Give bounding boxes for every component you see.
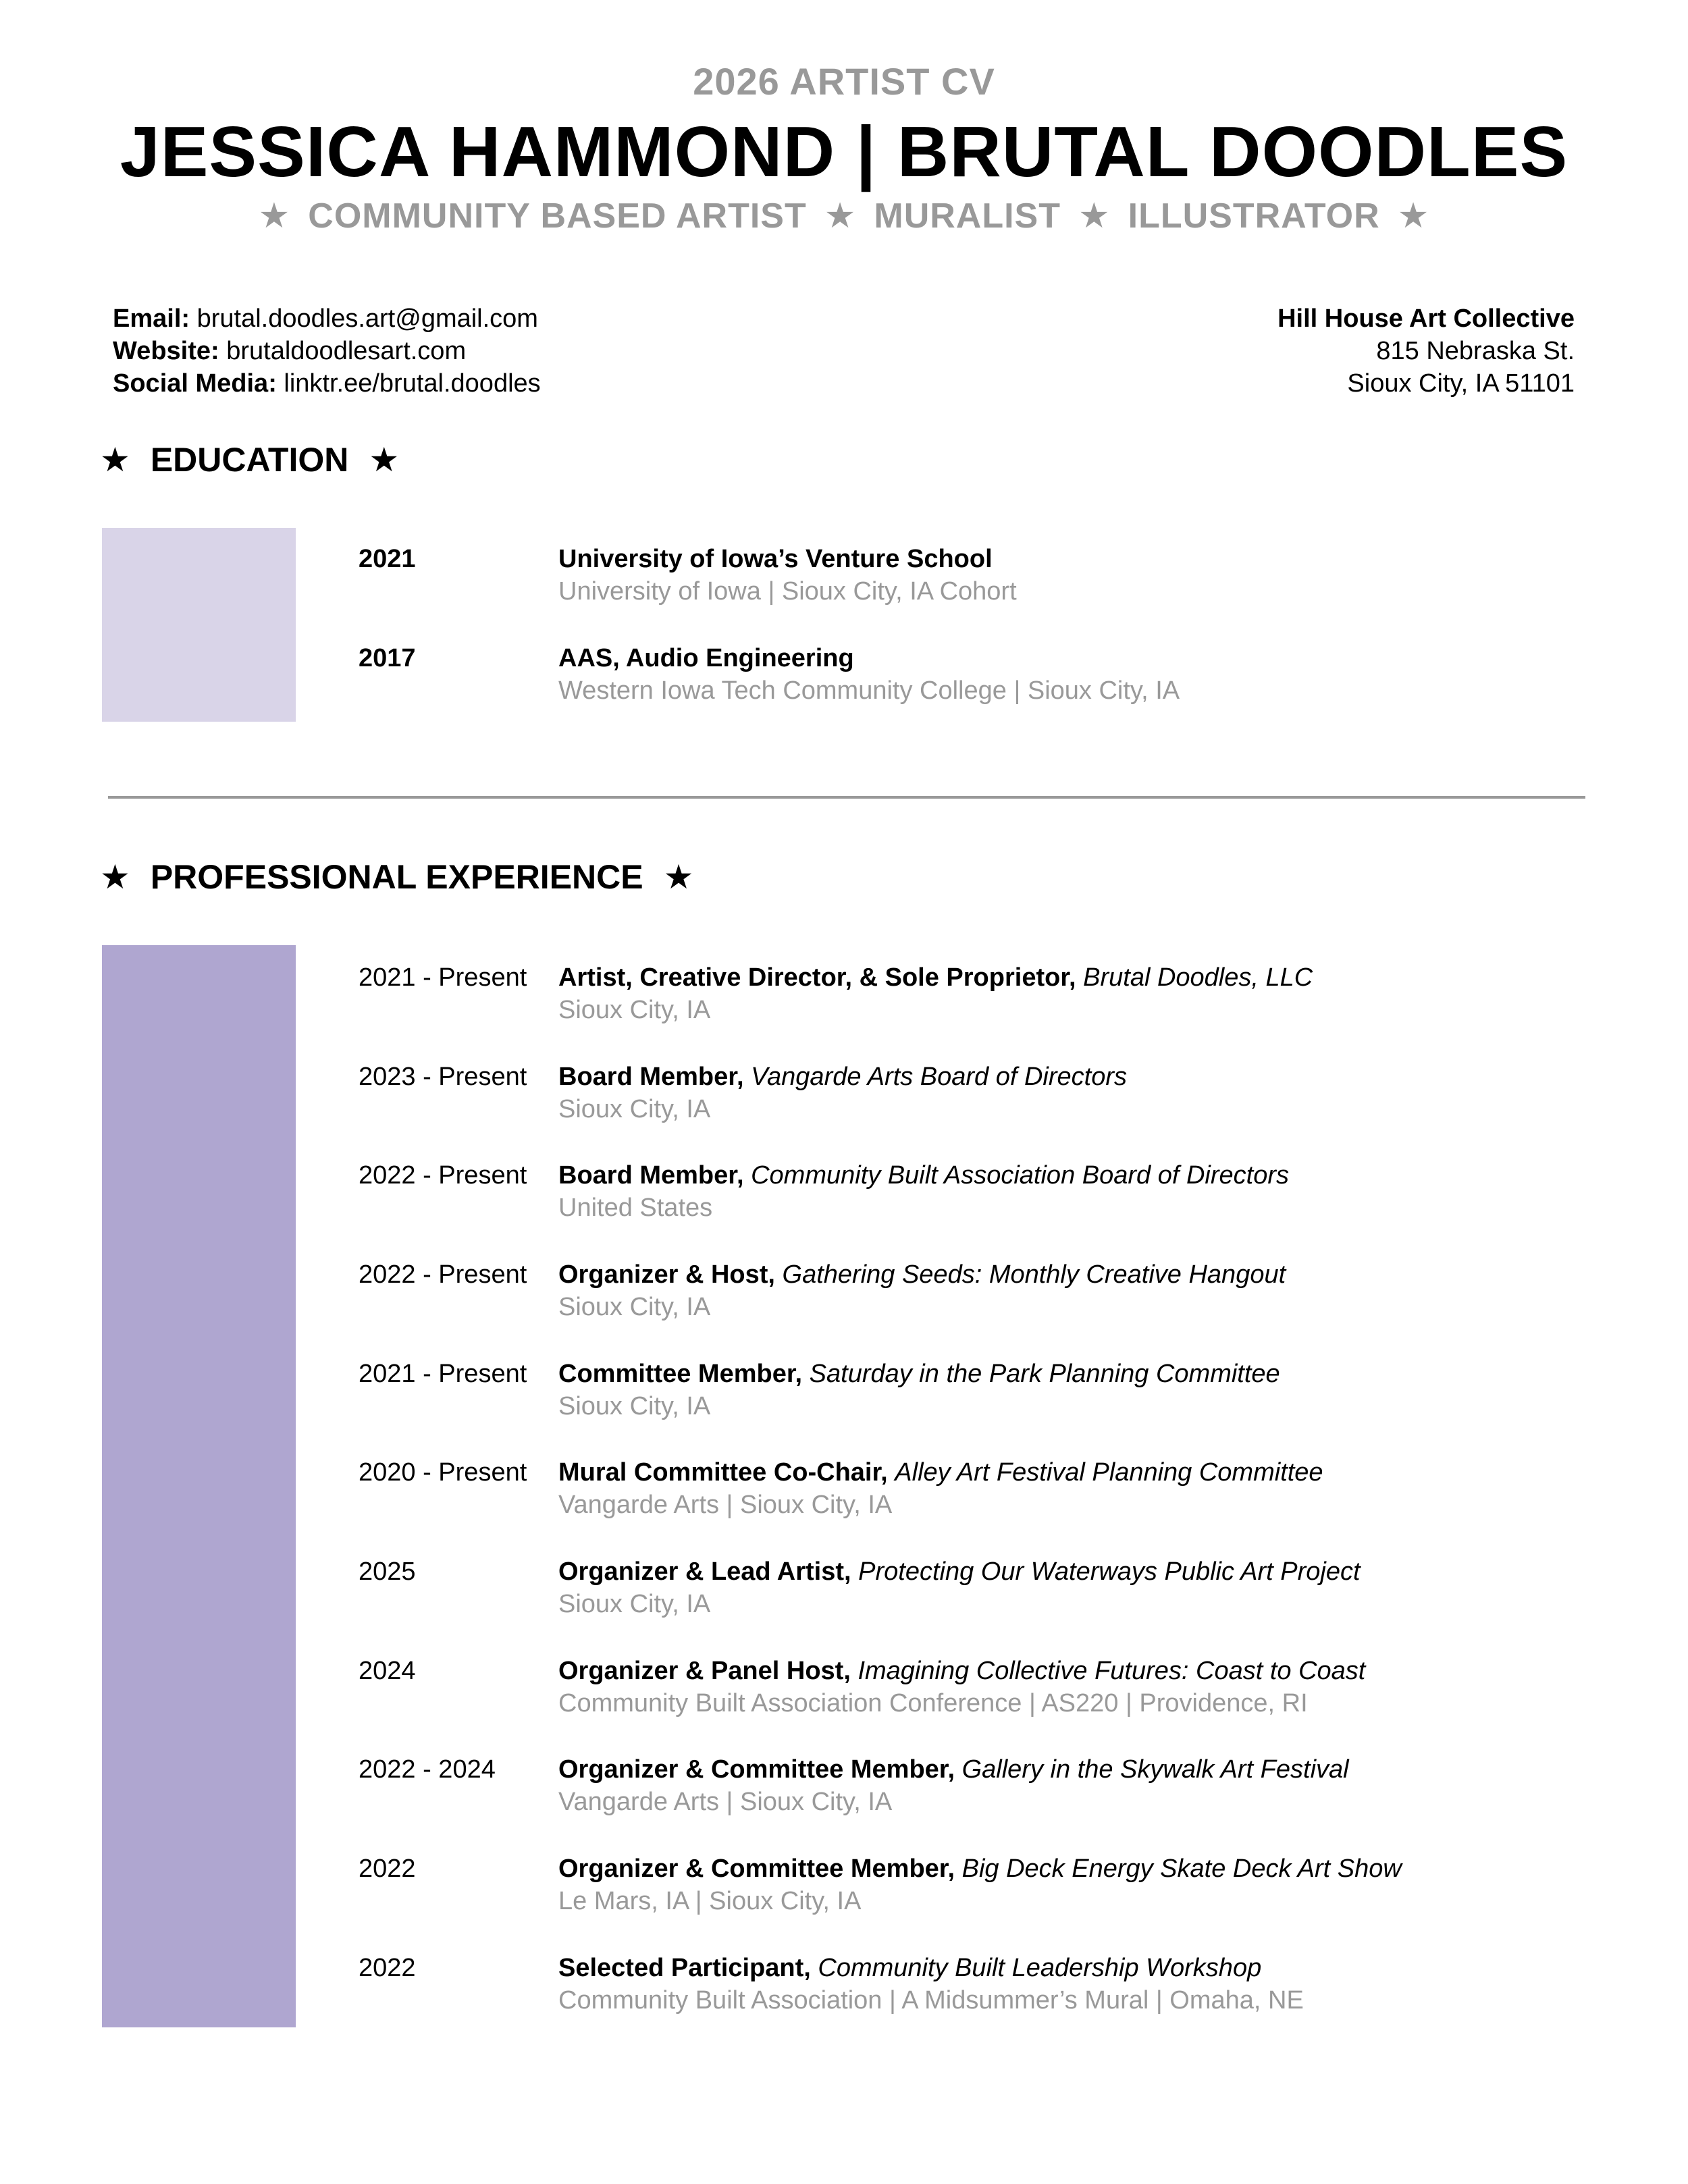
experience-org: Imagining Collective Futures: Coast to Coast xyxy=(858,1657,1366,1685)
experience-date: 2021 - Present xyxy=(359,963,527,992)
experience-role-line xyxy=(558,961,1639,994)
website-label: Website: xyxy=(113,337,219,365)
experience-date: 2020 - Present xyxy=(359,1458,527,1487)
experience-role-line xyxy=(558,1753,1639,1786)
experience-date: 2022 - Present xyxy=(359,1260,527,1289)
address-org: Hill House Art Collective xyxy=(1277,304,1575,333)
experience-role: Organizer & Panel Host, xyxy=(558,1657,851,1685)
experience-date: 2023 - Present xyxy=(359,1063,527,1091)
experience-org: Gathering Seeds: Monthly Creative Hangout xyxy=(782,1260,1286,1289)
experience-org: Vangarde Arts Board of Directors xyxy=(751,1063,1127,1091)
experience-location: Vangarde Arts | Sioux City, IA xyxy=(558,1491,893,1519)
experience-body xyxy=(558,1555,1639,1620)
experience-body xyxy=(558,1159,1639,1224)
education-title: EDUCATION xyxy=(150,441,349,479)
social-link[interactable]: linktr.ee/brutal.doodles xyxy=(284,369,541,398)
experience-role: Artist, Creative Director, & Sole Proprietor, xyxy=(558,963,1076,992)
experience-location: Vangarde Arts | Sioux City, IA xyxy=(558,1788,893,1816)
experience-role: Committee Member, xyxy=(558,1360,803,1388)
experience-role: Mural Committee Co-Chair, xyxy=(558,1458,888,1487)
experience-role-line xyxy=(558,1258,1639,1291)
email-label: Email: xyxy=(113,304,190,333)
education-heading xyxy=(100,440,399,479)
experience-org: Saturday in the Park Planning Committee xyxy=(809,1360,1280,1388)
star-icon: ★ xyxy=(100,858,130,896)
experience-org: Alley Art Festival Planning Committee xyxy=(895,1458,1323,1487)
education-body xyxy=(558,543,1639,608)
role-illustrator: ILLUSTRATOR xyxy=(1128,196,1380,236)
education-detail: Western Iowa Tech Community College | Sioux City, IA xyxy=(558,676,1180,705)
social-line xyxy=(113,367,541,400)
star-icon: ★ xyxy=(1397,196,1430,236)
experience-body xyxy=(558,1358,1639,1422)
education-year: 2021 xyxy=(359,545,416,573)
experience-date: 2022 - 2024 xyxy=(359,1755,496,1784)
email-line xyxy=(113,302,541,335)
experience-role: Board Member, xyxy=(558,1063,744,1091)
star-icon: ★ xyxy=(824,196,857,236)
experience-body xyxy=(558,1753,1639,1818)
experience-body xyxy=(558,1952,1639,2017)
experience-location: Community Built Association | A Midsummer’s Mural | Omaha, NE xyxy=(558,1986,1304,2015)
experience-body xyxy=(558,1258,1639,1323)
experience-org: Big Deck Energy Skate Deck Art Show xyxy=(961,1855,1402,1883)
star-icon: ★ xyxy=(369,441,400,479)
experience-body xyxy=(558,1853,1639,1917)
experience-location: United States xyxy=(558,1194,713,1222)
address-street: 815 Nebraska St. xyxy=(1376,337,1575,365)
education-year: 2017 xyxy=(359,644,416,672)
star-icon: ★ xyxy=(258,196,291,236)
experience-date: 2022 xyxy=(359,1954,416,1982)
experience-role-line xyxy=(558,1853,1639,1885)
experience-role: Organizer & Host, xyxy=(558,1260,775,1289)
experience-heading xyxy=(100,857,693,897)
experience-location: Sioux City, IA xyxy=(558,1095,711,1123)
education-title-text: AAS, Audio Engineering xyxy=(558,644,854,672)
experience-role-line xyxy=(558,1159,1639,1192)
education-detail: University of Iowa | Sioux City, IA Cohort xyxy=(558,577,1017,606)
experience-role-line xyxy=(558,1061,1639,1093)
artist-name: JESSICA HAMMOND | BRUTAL DOODLES xyxy=(120,112,1568,192)
experience-location: Sioux City, IA xyxy=(558,1293,711,1321)
address-block xyxy=(1277,302,1575,400)
star-icon: ★ xyxy=(663,858,694,896)
experience-role-line xyxy=(558,1655,1639,1687)
experience-role-line xyxy=(558,1358,1639,1390)
experience-role-line xyxy=(558,1456,1639,1489)
experience-date: 2024 xyxy=(359,1657,416,1685)
education-body xyxy=(558,642,1639,707)
experience-role: Board Member, xyxy=(558,1161,744,1190)
experience-role: Organizer & Committee Member, xyxy=(558,1855,955,1883)
website-link[interactable]: brutaldoodlesart.com xyxy=(226,337,467,365)
cv-year: 2026 ARTIST CV xyxy=(693,60,995,103)
experience-location: Sioux City, IA xyxy=(558,1392,711,1420)
address-city: Sioux City, IA 51101 xyxy=(1347,369,1575,398)
experience-org: Community Built Association Board of Directors xyxy=(751,1161,1289,1190)
experience-location: Community Built Association Conference | AS220 | Providence, RI xyxy=(558,1689,1308,1717)
experience-org: Brutal Doodles, LLC xyxy=(1083,963,1313,992)
section-divider xyxy=(108,796,1585,799)
contact-info xyxy=(113,302,541,400)
experience-location: Le Mars, IA | Sioux City, IA xyxy=(558,1887,862,1915)
experience-role: Organizer & Committee Member, xyxy=(558,1755,955,1784)
experience-date: 2022 - Present xyxy=(359,1161,527,1190)
experience-role-line xyxy=(558,1952,1639,1984)
email-link[interactable]: brutal.doodles.art@gmail.com xyxy=(196,304,538,333)
experience-org: Community Built Leadership Workshop xyxy=(818,1954,1262,1982)
experience-body xyxy=(558,1655,1639,1720)
experience-date: 2022 xyxy=(359,1855,416,1883)
experience-role-line xyxy=(558,1555,1639,1588)
experience-org: Protecting Our Waterways Public Art Project xyxy=(858,1557,1361,1586)
website-line xyxy=(113,335,541,367)
experience-body xyxy=(558,1061,1639,1125)
experience-location: Sioux City, IA xyxy=(558,996,711,1024)
experience-body xyxy=(558,961,1639,1026)
education-title-text: University of Iowa’s Venture School xyxy=(558,545,993,573)
experience-body xyxy=(558,1456,1639,1521)
role-muralist: MURALIST xyxy=(874,196,1061,236)
experience-color-block xyxy=(102,945,296,2027)
star-icon: ★ xyxy=(100,441,130,479)
social-label: Social Media: xyxy=(113,369,277,398)
experience-role: Organizer & Lead Artist, xyxy=(558,1557,851,1586)
experience-date: 2025 xyxy=(359,1557,416,1586)
experience-role: Selected Participant, xyxy=(558,1954,811,1982)
education-color-block xyxy=(102,528,296,722)
experience-location: Sioux City, IA xyxy=(558,1590,711,1618)
experience-date: 2021 - Present xyxy=(359,1360,527,1388)
tagline xyxy=(0,196,1688,236)
star-icon: ★ xyxy=(1078,196,1111,236)
experience-org: Gallery in the Skywalk Art Festival xyxy=(961,1755,1349,1784)
role-community-artist: COMMUNITY BASED ARTIST xyxy=(308,196,807,236)
experience-title: PROFESSIONAL EXPERIENCE xyxy=(150,858,643,896)
